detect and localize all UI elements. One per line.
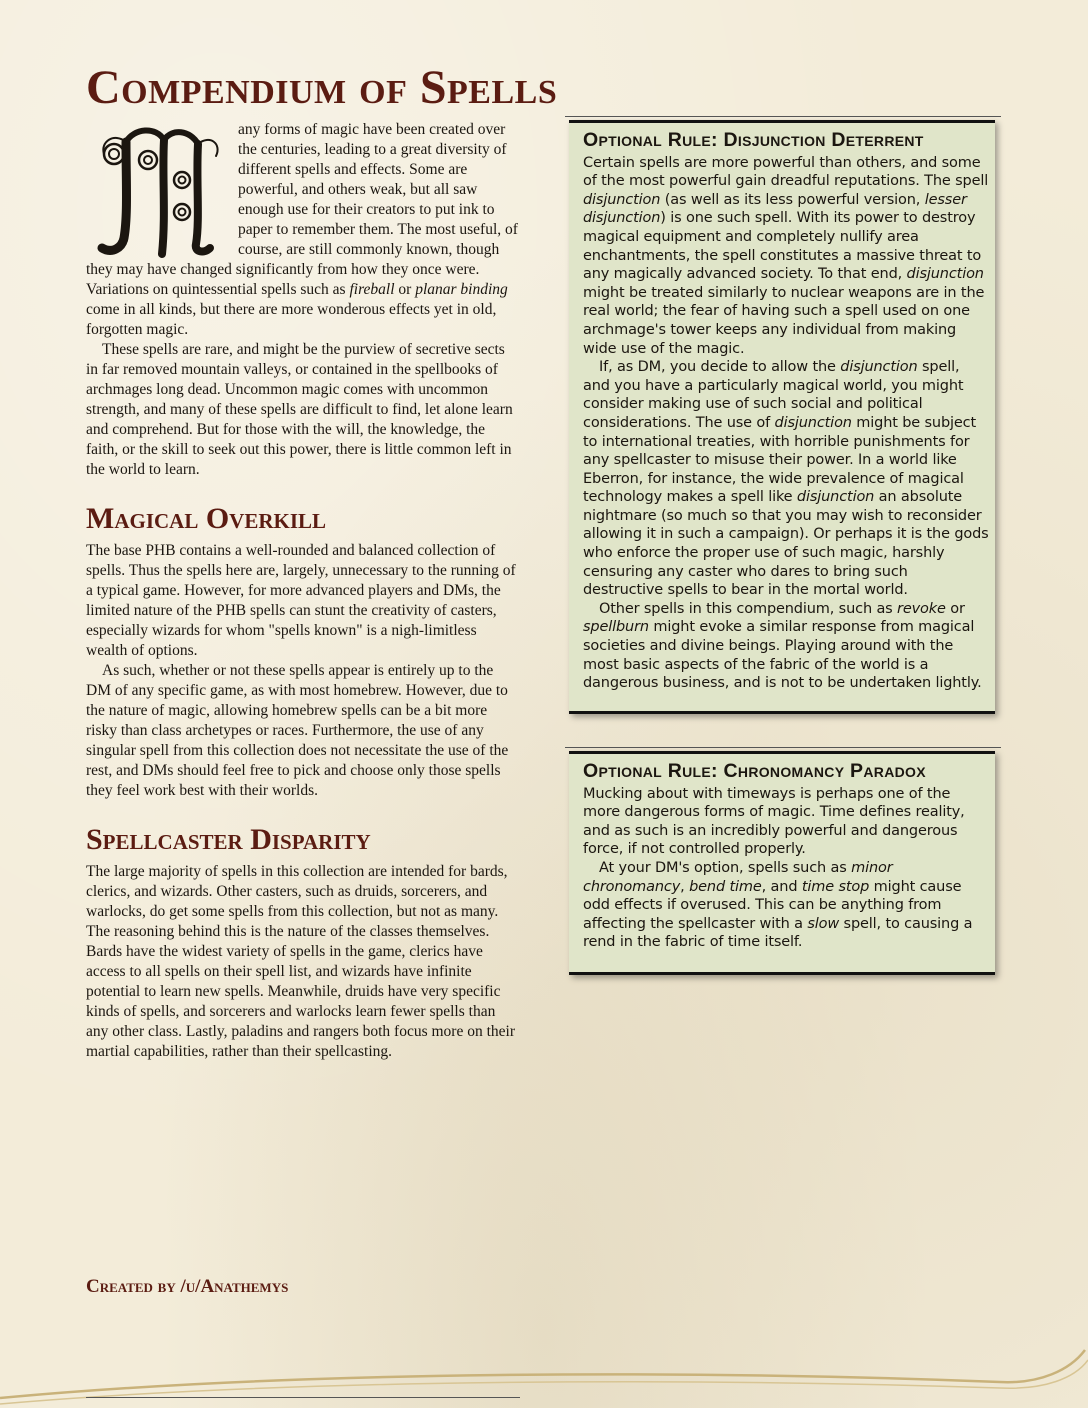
heading-spellcaster-disparity: Spellcaster Disparity	[86, 823, 371, 856]
sidebar-paragraph: Mucking about with timeways is perhaps one of the more dangerous forms of magic. Time defines reality, and as such is an incredibly powerful and dangerous force, if not controlled properly.	[583, 785, 965, 858]
intro-paragraph: any forms of magic have been created over the centuries, leading to a great diversity of different spells and effects. Some are powerful, and others weak, but all saw enough use for their creators to put ink to paper to remember them. The most useful, of course, are still commonly known, though they may have changed significantly from how they once were. Variations on quintessential spells such as fireball or planar binding come in all kinds, but there are more wonderous effects yet in old, forgotten magic.	[86, 121, 518, 338]
sidebar-paragraph: If, as DM, you decide to allow the disjunction spell, and you have a particularly magical world, you might consider making use of such social and political considerations. The use of disjunction might be subject to international treaties, with horrible punishments for any spellcaster to misuse their power. In a world like Eberron, for instance, the wide prevalence of magical technology makes a spell like disjunction an absolute nightmare (so much so that you may wish to reconsider allowing it in such a campaign). Or perhaps it is the gods who enforce the proper use of such magic, harshly censuring any caster who dares to bring such destructive spells to bear in the mortal world.	[583, 359, 989, 599]
overkill-paragraph-1: The base PHB contains a well-rounded and balanced collection of spells. Thus the spells here are, largely, unnecessary to the running of a typical game. However, for more advanced players and DMs, the limited nature of the PHB spells can stunt the creativity of casters, especially wizards for whom "spells known" is a nigh-limitless wealth of options.	[86, 542, 516, 659]
heading-magical-overkill: Magical Overkill	[86, 502, 327, 535]
sidebar-paragraph: Other spells in this compendium, such as revoke or spellburn might evoke a similar response from magical societies and divine beings. Playing around with the most basic aspects of the fabric of the world is a dangerous business, and is not to be undertaken lightly.	[583, 600, 982, 692]
disparity-paragraph: The large majority of spells in this collection are intended for bards, clerics, and wizards. Other casters, such as druids, sorcerers, and warlocks, do get some spells from this collection, but not as many. The reasoning behind this is the nature of the classes themselves. Bards have the widest variety of spells in the game, clerics have access to all spells on their spell list, and wizards have infinite potential to learn new spells. Meanwhile, druids have very specific kinds of spells, and sorcerers and warlocks learn fewer spells than any other class. Lastly, paladins and rangers both focus more on their martial capabilities, rather than their spellcasting.	[86, 863, 515, 1060]
footer-rule	[86, 1397, 520, 1398]
overkill-paragraph-2: As such, whether or not these spells appear is entirely up to the DM of any specific game, as with most homebrew. However, due to the nature of magic, allowing homebrew spells can be a bit more risky than class archetypes or races. Furthermore, the use of any singular spell from this collection does not necessitate the use of the rest, and DMs should feel free to pick and choose only those spells they feel work best with their worlds.	[86, 662, 509, 799]
sidebar-heading: Optional Rule: Disjunction Deterrent	[583, 129, 924, 151]
sidebar-paragraph: Certain spells are more powerful than others, and some of the most powerful gain dreadful reputations. The spell disjunction (as well as its less powerful version, lesser disjunction) is one such spell. With its power to destroy magical equipment and completely nullify area enchantments, the spell constitutes a massive threat to any magically advanced society. To that end, disjunction might be treated similarly to nuclear weapons are in the real world; the fear of having such a spell used on one archmage's tower keeps any individual from making wide use of the magic.	[583, 154, 989, 357]
left-column	[86, 120, 518, 1062]
ornate-m-icon	[86, 120, 232, 260]
sidebar-heading: Optional Rule: Chronomancy Paradox	[583, 760, 926, 782]
page-title: Compendium of Spells	[86, 61, 558, 114]
dropcap-m	[86, 120, 232, 260]
sidebar-paragraph: At your DM's option, spells such as minor chronomancy, bend time, and time stop might cause odd effects if overused. This can be anything from affecting the spellcaster with a slow spell, to causing a rend in the fabric of time itself.	[583, 859, 973, 951]
footer-credit: Created by /u/Anathemys	[86, 1276, 289, 1297]
sidebar-chronomancy-paradox	[569, 751, 995, 975]
intro-paragraph-2: These spells are rare, and might be the purview of secretive sects in far removed mountain valleys, or contained in the spellbooks of archmages long dead. Uncommon magic comes with uncommon strength, and many of these spells are difficult to find, let alone learn and comprehend. But for those with the will, the knowledge, the faith, or the skill to seek out this power, there is little common left in the world to learn.	[86, 341, 513, 478]
sidebar-disjunction-deterrent	[569, 120, 995, 714]
